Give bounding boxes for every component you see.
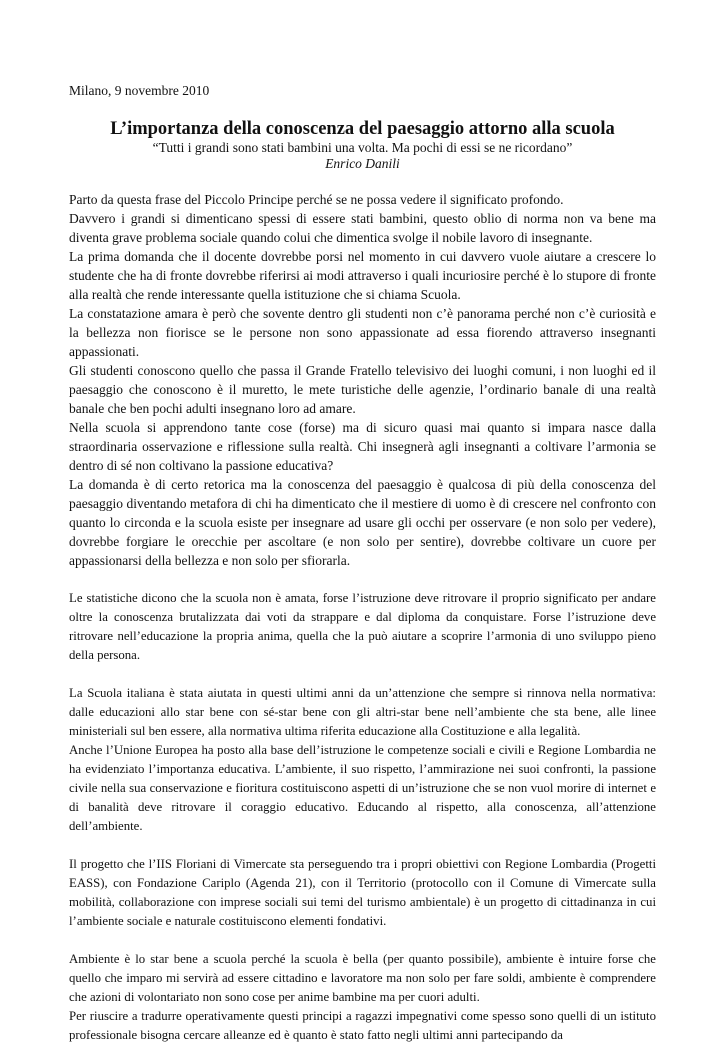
section-progetto bbox=[69, 855, 656, 931]
paragraph: La domanda è di certo retorica ma la conoscenza del paesaggio è qualcosa di più della conoscenza del paesaggio diventando metafora di chi ha dimenticato che il mestiere di uomo è di crescere nel confronto con quanto lo circonda e la scuola esiste per insegnare ad usare gli occhi per osservare (e non solo per vedere), dovrebbe forgiare le orecchie per ascoltare (e non solo per sentire), dovrebbe coltivare un cuore per appassionarsi della bellezza e non solo per sfiorarla. bbox=[69, 477, 656, 568]
section-statistiche bbox=[69, 589, 656, 665]
paragraph: Anche l’Unione Europea ha posto alla base dell’istruzione le competenze sociali e civili e Regione Lombardia ne ha evidenziato l’importanza educativa. L’ambiente, il suo rispetto, l’ammirazione nei suoi confronti, la passione civile nella sua conservazione e fioritura costituiscono aspetti di un’istruzione che se non vuol morire di internet e di banalità deve ritrovare il coraggio educativo. Educando al rispetto, alla conoscenza, all’attenzione dell’ambiente. bbox=[69, 743, 656, 833]
paragraph: Parto da questa frase del Piccolo Principe perché se ne possa vedere il significato profondo. bbox=[69, 192, 564, 207]
paragraph: Gli studenti conoscono quello che passa il Grande Fratello televisivo dei luoghi comuni, i non luoghi ed il paesaggio che conoscono è il muretto, le mete turistiche delle agenzie, l’ordinario banale di una realtà banale che ben pochi adulti insegnano loro ad amare. bbox=[69, 363, 656, 416]
paragraph: Nella scuola si apprendono tante cose (forse) ma di sicuro quasi mai quanto si impara nasce dalla straordinaria osservazione e riflessione sulla realtà. Chi insegnerà agli insegnanti a coltivare l’armonia se dentro di sé non coltivano la passione educativa? bbox=[69, 420, 656, 473]
paragraph: La constatazione amara è però che sovente dentro gli studenti non c’è panorama perché non c’è curiosità e la bellezza non fiorisce se le persone non sono appassionate ad essa fiorendo attraverso insegnanti appassionati. bbox=[69, 306, 656, 359]
epigraph-quote: “Tutti i grandi sono stati bambini una volta. Ma pochi di essi se ne ricordano” bbox=[152, 140, 573, 155]
document-title: L’importanza della conoscenza del paesaggio attorno alla scuola bbox=[110, 119, 615, 139]
document-date: Milano, 9 novembre 2010 bbox=[69, 83, 210, 98]
section-scuola-italiana bbox=[69, 684, 656, 836]
paragraph: Per riuscire a tradurre operativamente questi principi a ragazzi impegnativi come spesso sono quelli di un istituto professionale bisogna cercare alleanze ed è quanto è stato fatto negli ultimi anni partecipando da bbox=[69, 1009, 656, 1042]
epigraph-author: Enrico Danili bbox=[325, 156, 400, 171]
section-intro bbox=[69, 190, 656, 570]
paragraph: La Scuola italiana è stata aiutata in questi ultimi anni da un’attenzione che sempre si rinnova nella normativa: dalle educazioni allo star bene con sé-star bene con gli altri-star bene nell’ambiente che sta bene, alle linee ministeriali sul ben essere, alla normativa ultima riferita educazione alla Costituzione e alla legalità. bbox=[69, 686, 656, 738]
paragraph: La prima domanda che il docente dovrebbe porsi nel momento in cui davvero vuole aiutare a crescere lo studente che ha di fronte dovrebbe riferirsi ai modi attraverso i quali incuriosire perché è lo stupore di fronte alla realtà che rende interessante quella istituzione che si chiama Scuola. bbox=[69, 249, 656, 302]
paragraph: Il progetto che l’IIS Floriani di Vimercate sta perseguendo tra i propri obiettivi con Regione Lombardia (Progetti EASS), con Fondazione Cariplo (Agenda 21), con il Territorio (protocollo con il Comune di Vimercate sulla mobilità, collaborazione con imprese sociali sui temi del turismo ambientale) è un progetto di cittadinanza in cui l’ambiente sociale e naturale costituiscono elementi fondativi. bbox=[69, 857, 656, 928]
paragraph: Ambiente è lo star bene a scuola perché la scuola è bella (per quanto possibile), ambiente è intuire forse che quello che imparo mi servirà ad essere cittadino e lavoratore ma non solo per fare soldi, ambiente è comprendere che azioni di volontariato non sono cose per anime bambine ma per cuori adulti. bbox=[69, 952, 656, 1004]
paragraph: Davvero i grandi si dimenticano spessi di essere stati bambini, questo oblio di norma non va bene ma diventa grave problema sociale quando colui che dimentica svolge il nobile lavoro di insegnante. bbox=[69, 211, 656, 245]
section-ambiente bbox=[69, 950, 656, 1045]
document-page bbox=[69, 82, 656, 1045]
paragraph: Le statistiche dicono che la scuola non è amata, forse l’istruzione deve ritrovare il proprio significato per andare oltre la conoscenza brutalizzata dai voti da strappare e dal diploma da conquistare. Forse l’istruzione deve ritrovare nell’educazione la propria anima, quella che la può aiutare a scoprire l’armonia di uno sviluppo pieno della persona. bbox=[69, 591, 656, 662]
